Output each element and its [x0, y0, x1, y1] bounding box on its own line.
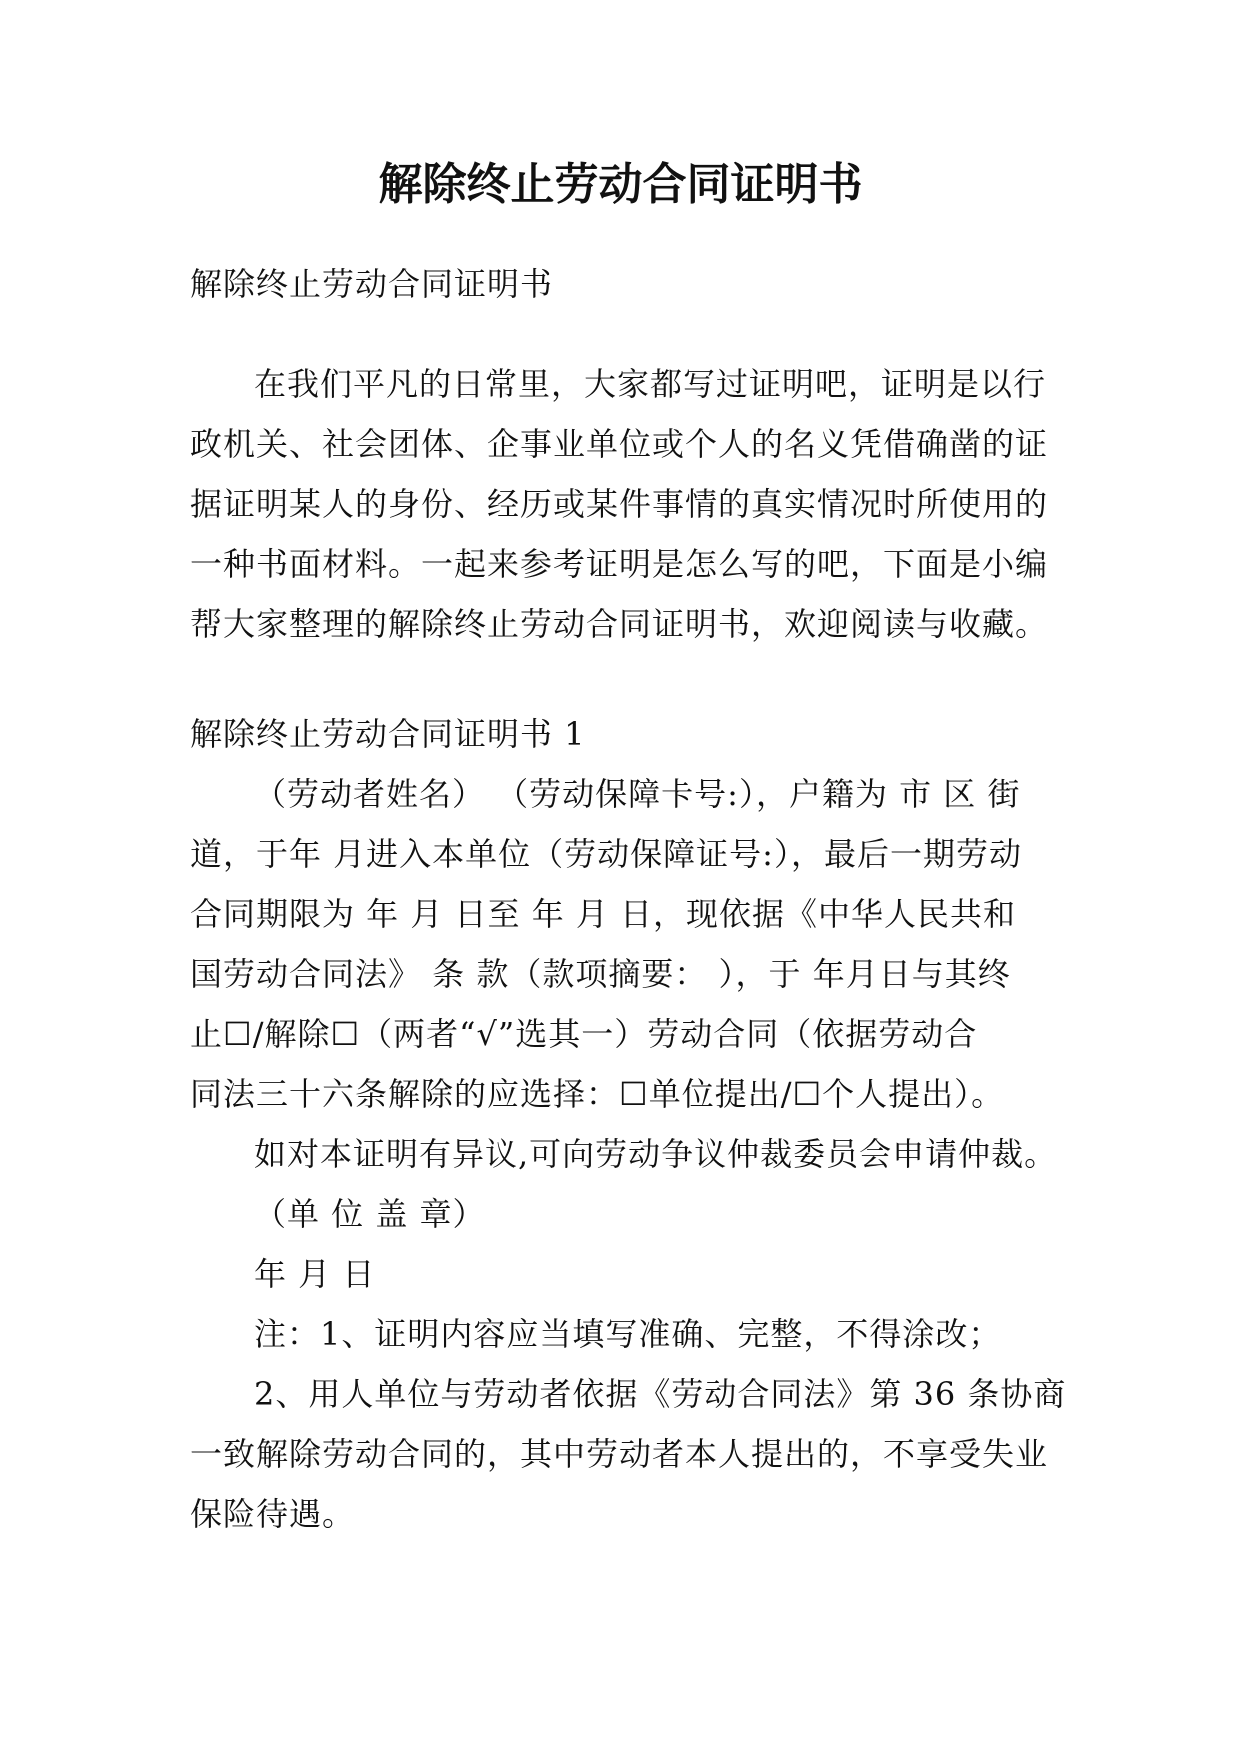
section-heading: 解除终止劳动合同证明书 1 [190, 715, 586, 753]
body-line-3: 合同期限为 年 月 日至 年 月 日，现依据《中华人民共和 [190, 895, 1017, 933]
note-2-line-3: 保险待遇。 [190, 1495, 356, 1533]
date-line: 年 月 日 [254, 1255, 376, 1293]
note-2-line-1: 2、用人单位与劳动者依据《劳动合同法》第 36 条协商 [254, 1375, 1067, 1413]
intro-line-3: 据证明某人的身份、经历或某件事情的真实情况时所使用的 [190, 485, 1049, 523]
intro-line-5: 帮大家整理的解除终止劳动合同证明书，欢迎阅读与收藏。 [190, 605, 1049, 643]
body-line-5: 止☐/解除☐（两者“√”选其一）劳动合同（依据劳动合 [190, 1015, 978, 1053]
body-line-4: 国劳动合同法》 条 款（款项摘要： ），于 年月日与其终 [190, 955, 1011, 993]
intro-line-1: 在我们平凡的日常里，大家都写过证明吧，证明是以行 [254, 365, 1047, 403]
document-title: 解除终止劳动合同证明书 [378, 159, 863, 210]
objection-line: 如对本证明有异议,可向劳动争议仲裁委员会申请仲裁。 [254, 1135, 1058, 1173]
document-subtitle: 解除终止劳动合同证明书 [190, 265, 554, 303]
body-line-1: （劳动者姓名） （劳动保障卡号:），户籍为 市 区 街 [254, 775, 1021, 813]
intro-line-2: 政机关、社会团体、企事业单位或个人的名义凭借确凿的证 [190, 425, 1049, 463]
seal-line: （单 位 盖 章） [254, 1195, 486, 1233]
body-line-6: 同法三十六条解除的应选择：☐单位提出/☐个人提出）。 [190, 1075, 1005, 1113]
note-line-1: 注：1、证明内容应当填写准确、完整，不得涂改； [254, 1315, 1002, 1353]
intro-line-4: 一种书面材料。一起来参考证明是怎么写的吧，下面是小编 [190, 545, 1049, 583]
note-2-line-2: 一致解除劳动合同的，其中劳动者本人提出的，不享受失业 [190, 1435, 1049, 1473]
body-line-2: 道，于年 月进入本单位（劳动保障证号:），最后一期劳动 [190, 835, 1022, 873]
